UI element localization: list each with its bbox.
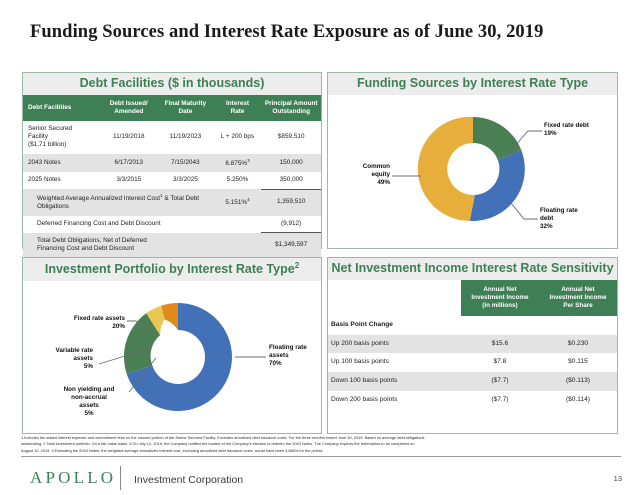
apollo-logo: APOLLO: [30, 468, 117, 487]
cell-facility-name: 2025 Notes: [23, 172, 100, 189]
cell-scenario: Up 100 basis points: [328, 353, 461, 372]
footnote-line-2: outstanding. 2 Total investment portfolio. On a fair value basis. 3 On July 12, 2019, the Company notified the trustee of the Company's election to redeem the 2043 Notes. The Company expects the redemption to be completed on: [21, 441, 415, 447]
cell-rate: L + 200 bps: [214, 121, 262, 154]
cell-scenario: Down 100 basis points: [328, 372, 461, 391]
logo-subtitle: Investment Corporation: [134, 474, 244, 486]
table-row-summary: [23, 216, 321, 233]
col-debt-facilities: Debt Facilities: [23, 95, 100, 121]
cell-scenario: Down 200 basis points: [328, 391, 461, 410]
cell-rate: 6.875%$^3$: [214, 154, 262, 172]
sensitivity-panel: [327, 257, 618, 434]
leader-line-floating: [511, 203, 538, 219]
cell-per-share: $0.230: [539, 335, 617, 354]
cell-millions: ($7.7): [461, 372, 539, 391]
cell-rate: 5.250%: [214, 172, 262, 189]
cell-millions: $7.8: [461, 353, 539, 372]
col-annual-nii-millions: Annual Net Investment Income (in millions): [461, 280, 539, 317]
cell-maturity: 11/19/2023: [157, 121, 214, 154]
table-row-summary: [23, 233, 321, 258]
label-non-yielding-assets: Non yielding and non-accrual assets 5%: [63, 385, 115, 418]
table-header-row: [23, 95, 321, 121]
table-row: [328, 391, 617, 410]
col-annual-nii-per-share: Annual Net Investment Income Per Share: [539, 280, 617, 317]
funding-sources-panel: [327, 72, 618, 249]
segment-common-equity: [418, 117, 475, 221]
col-blank: [328, 280, 461, 317]
cell-maturity: 7/15/2043: [157, 154, 214, 172]
investment-portfolio-title: Investment Portfolio by Interest Rate Type$^2$: [23, 258, 321, 281]
table-row: [23, 154, 321, 172]
debt-facilities-title: Debt Facilities ($ in thousands): [23, 73, 321, 95]
footer-divider: [21, 456, 621, 457]
col-debt-issued: Debt Issued/ Amended: [100, 95, 157, 121]
cell-principal: 150,000: [261, 154, 321, 172]
cell-principal: (9,912): [261, 216, 321, 233]
table-row: [328, 353, 617, 372]
col-principal-amount: Principal Amount Outstanding: [261, 95, 321, 121]
col-final-maturity: Final Maturity Date: [157, 95, 214, 121]
cell-principal: 1,359,510: [261, 189, 321, 216]
page-title: Funding Sources and Interest Rate Exposure as of June 30, 2019: [30, 22, 544, 42]
section-label-row: [328, 316, 617, 335]
footnote-line-1: 1 Includes the stated interest expense and commitment fees on the unused portion of the Senior Secured Facility. Excludes amortized debt issuance costs. For the three months ended June 30, 2019. Based on average debt obligations: [21, 435, 425, 440]
label-common-equity: Common equity 49%: [362, 162, 390, 187]
table-row: [23, 172, 321, 189]
label-variable-rate-assets: Variable rate assets 5%: [55, 346, 93, 371]
page-number: 13: [613, 474, 622, 483]
table-row: [328, 372, 617, 391]
cell-millions: $15.6: [461, 335, 539, 354]
funding-sources-title: Funding Sources by Interest Rate Type: [328, 73, 617, 95]
footnotes: [21, 435, 621, 454]
cell-millions: ($7.7): [461, 391, 539, 410]
label-floating-rate-assets: Floating rate assets 70%: [269, 343, 307, 368]
cell-issued: 6/17/2013: [100, 154, 157, 172]
investment-portfolio-chart: [23, 281, 321, 429]
cell-rate: 5.151%$^4$: [214, 189, 262, 216]
debt-facilities-panel: [22, 72, 322, 252]
col-interest-rate: Interest Rate: [214, 95, 262, 121]
sensitivity-table: [328, 280, 617, 409]
label-fixed-rate-assets: Fixed rate assets 20%: [73, 314, 125, 331]
cell-principal: $1,349,597: [261, 233, 321, 258]
cell-issued: 11/19/2018: [100, 121, 157, 154]
table-header-row: [328, 280, 617, 317]
cell-facility-name: Senior Secured Facility ($1.71 billion): [23, 121, 100, 154]
cell-per-share: ($0.113): [539, 372, 617, 391]
table-row: [328, 335, 617, 354]
debt-facilities-table: [23, 95, 321, 258]
logo-divider: [120, 466, 121, 490]
table-row: [23, 121, 321, 154]
label-floating-rate-debt: Floating rate debt 32%: [540, 206, 578, 231]
label-basis-point-change: Basis Point Change: [328, 316, 461, 335]
cell-maturity: 3/3/2025: [157, 172, 214, 189]
sensitivity-title: Net Investment Income Interest Rate Sensitivity: [328, 258, 617, 280]
cell-total-label: Total Debt Obligations, Net of Deferred Financing Cost and Debt Discount: [23, 233, 261, 258]
cell-per-share: ($0.114): [539, 391, 617, 410]
investment-portfolio-panel: [22, 257, 322, 434]
cell-scenario: Up 200 basis points: [328, 335, 461, 354]
cell-deferred-label: Deferred Financing Cost and Debt Discount: [23, 216, 261, 233]
cell-empty: [539, 316, 617, 335]
cell-principal: 350,000: [261, 172, 321, 189]
cell-issued: 3/3/2015: [100, 172, 157, 189]
cell-wavg-label: Weighted Average Annualized Interest Cost$^1$ & Total Debt Obligations: [23, 189, 214, 216]
label-fixed-rate-debt: Fixed rate debt 19%: [544, 121, 589, 137]
cell-per-share: $0.115: [539, 353, 617, 372]
cell-empty: [461, 316, 539, 335]
cell-principal: $859,510: [261, 121, 321, 154]
cell-facility-name: 2043 Notes: [23, 154, 100, 172]
footnote-line-3: August 12, 2019. 4 Excluding the 2043 Notes, the weighted average annualized interest cost, excluding amortized debt issuance costs, would have been 4.866% for the period.: [21, 447, 324, 453]
funding-sources-chart: [328, 95, 617, 243]
table-row-summary: [23, 189, 321, 216]
